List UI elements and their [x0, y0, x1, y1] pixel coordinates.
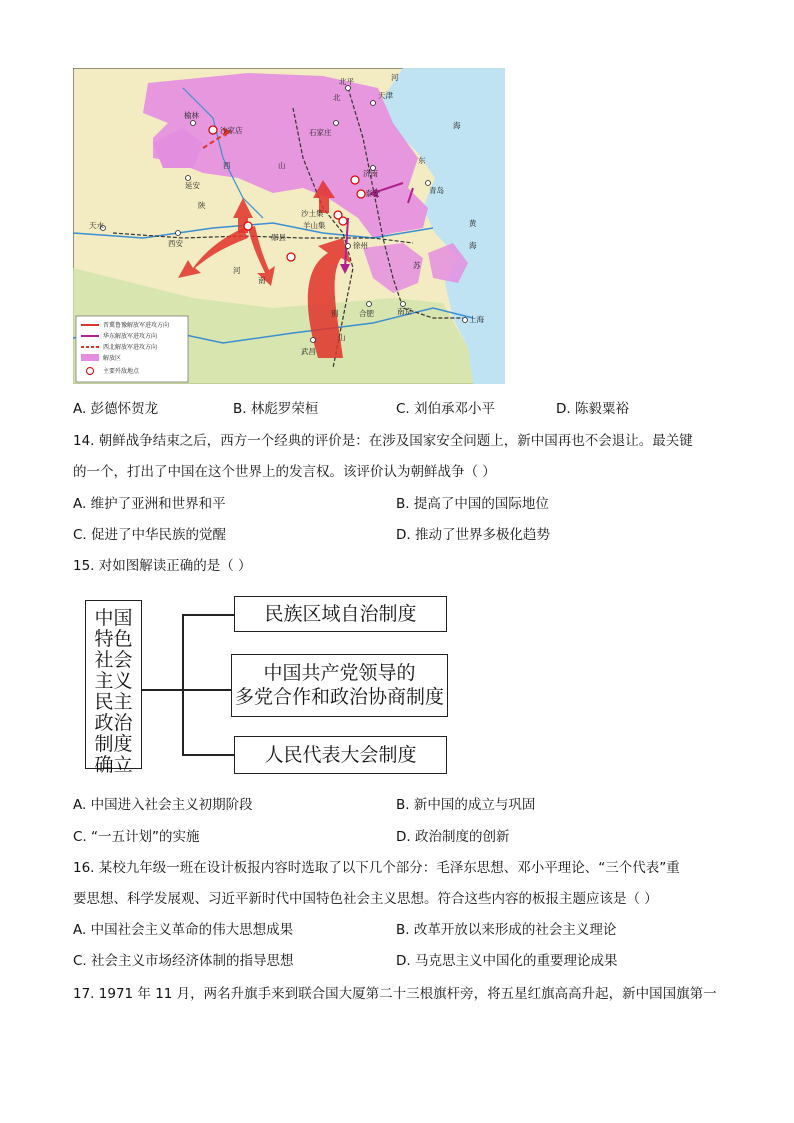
- legend-battle-site: 主要歼敌地点: [103, 368, 140, 375]
- q14-option-c[interactable]: C. 促进了中华民族的觉醒: [73, 527, 227, 543]
- label-hai: 海: [453, 121, 461, 130]
- legend-jinjiluyu: 晋冀鲁豫解放军进攻方向: [103, 322, 170, 329]
- q15-option-c[interactable]: C. “一五计划”的实施: [73, 829, 200, 845]
- diagram-box3-text: 人民代表大会制度: [264, 744, 417, 766]
- label-shatuji: 沙土集: [301, 209, 324, 218]
- diagram-left-text-row: 特色: [94, 628, 133, 650]
- diagram-left-text-row: 政治: [94, 712, 133, 734]
- political-system-diagram: [85, 600, 145, 776]
- q17-stem-line1: 17. 1971 年 11 月，两名升旗手来到联合国大厦第二十三根旗杆旁，将五星红旗高高升起，新中国国旗第一: [73, 986, 717, 1002]
- label-qingdao: 青岛: [429, 186, 444, 195]
- diagram-left-text-row: 确立: [94, 754, 133, 776]
- label-shaan: 陕: [198, 201, 206, 210]
- q14-stem-line2: 的一个，打出了中国在这个世界上的发言权。该评价认为朝鲜战争（ ）: [73, 464, 496, 480]
- label-nanjing: 南京: [397, 307, 412, 316]
- diagram-connector-main: [142, 689, 183, 691]
- diagram-box-peoples-congress: [234, 736, 447, 774]
- label-shan2: 山: [278, 161, 286, 170]
- label-tianshui: 天水: [89, 221, 104, 230]
- label-beiping: 北平: [339, 77, 354, 86]
- label-yunxian: 郧县: [271, 233, 286, 242]
- label-hefei: 合肥: [359, 309, 374, 318]
- legend-huadong: 华东解放军进攻方向: [103, 333, 158, 340]
- label-tianjin: 天津: [378, 91, 393, 100]
- q16-option-c[interactable]: C. 社会主义市场经济体制的指导思想: [73, 953, 294, 969]
- q15-option-a[interactable]: A. 中国进入社会主义初期阶段: [73, 797, 253, 813]
- label-jinan: 济南: [363, 169, 378, 178]
- diagram-left-text-row: 主义: [94, 670, 133, 692]
- label-shijiazhuang: 石家庄: [309, 128, 332, 137]
- diagram-left-box: [85, 600, 142, 776]
- label-bei: 北: [333, 93, 341, 102]
- label-xian: 西安: [168, 239, 183, 248]
- q16-stem-line1: 16. 某校九年级一班在设计板报内容时选取了以下几个部分：毛泽东思想、邓小平理论、“三个代表”重: [73, 860, 680, 876]
- diagram-left-text-row: 中国: [94, 607, 133, 629]
- label-shanghai: 上海: [469, 315, 484, 324]
- legend-xibei: 西北解放军进攻方向: [103, 344, 158, 351]
- q16-option-d[interactable]: D. 马克思主义中国化的重要理论成果: [396, 953, 618, 969]
- label-bie: 别: [331, 309, 339, 318]
- diagram-connector-bottom: [182, 754, 235, 756]
- q15-option-b[interactable]: B. 新中国的成立与巩固: [396, 797, 536, 813]
- diagram-left-text-row: 民主: [94, 691, 133, 713]
- q14-option-a[interactable]: A. 维护了亚洲和世界和平: [73, 496, 226, 512]
- q16-option-b[interactable]: B. 改革开放以来形成的社会主义理论: [396, 922, 617, 938]
- liberation-war-map: [73, 68, 505, 384]
- q13-option-a[interactable]: A. 彭德怀贺龙: [73, 401, 159, 417]
- label-huang: 黄: [469, 219, 477, 228]
- label-he2: 河: [233, 266, 241, 275]
- q14-option-b[interactable]: B. 提高了中国的国际地位: [396, 496, 549, 512]
- diagram-connector-vertical: [182, 614, 184, 756]
- label-yangshanji: 羊山集: [303, 221, 326, 230]
- label-wuchang: 武昌: [301, 347, 316, 356]
- diagram-box1-text: 民族区域自治制度: [264, 603, 417, 625]
- diagram-left-text-row: 社会: [94, 649, 133, 671]
- q16-option-a[interactable]: A. 中国社会主义革命的伟大思想成果: [73, 922, 294, 938]
- diagram-left-text-row: 制度: [94, 733, 133, 755]
- label-su: 苏: [413, 261, 421, 270]
- label-he1: 河: [391, 73, 399, 82]
- label-taian: 泰安: [365, 189, 380, 198]
- label-dong: 东: [418, 156, 426, 165]
- label-xuzhou: 徐州: [353, 241, 368, 250]
- q13-option-d[interactable]: D. 陈毅粟裕: [556, 401, 629, 417]
- diagram-box2-line2: 多党合作和政治协商制度: [234, 686, 444, 708]
- label-hai2: 海: [469, 241, 477, 250]
- q15-stem: 15. 对如图解读正确的是（ ）: [73, 558, 252, 574]
- label-yulin: 榆林: [184, 111, 199, 120]
- label-yanan: 延安: [185, 181, 200, 190]
- label-nan: 南: [258, 276, 266, 285]
- q15-option-d[interactable]: D. 政治制度的创新: [396, 829, 510, 845]
- q14-stem-line1: 14. 朝鲜战争结束之后，西方一个经典的评价是：在涉及国家安全问题上，新中国再也不会退让。最关键: [73, 433, 693, 449]
- label-xi: 西: [223, 161, 231, 170]
- diagram-box-multiparty-cooperation: [231, 654, 448, 717]
- label-shajiadian: 沙家店: [220, 126, 243, 135]
- diagram-connector-top: [182, 614, 235, 616]
- map-legend: [76, 316, 188, 382]
- diagram-left-text: [86, 608, 141, 776]
- label-shan: 山: [338, 333, 346, 342]
- diagram-box-ethnic-autonomy: [234, 596, 447, 632]
- diagram-box2-line1: 中国共产党领导的: [263, 662, 416, 684]
- q16-stem-line2: 要思想、科学发展观、习近平新时代中国特色社会主义思想。符合这些内容的板报主题应该是（ ）: [73, 891, 658, 907]
- legend-liberated-area: 解放区: [103, 355, 122, 362]
- q13-option-c[interactable]: C. 刘伯承邓小平: [396, 401, 496, 417]
- q13-option-b[interactable]: B. 林彪罗荣桓: [233, 401, 319, 417]
- diagram-connector-middle: [182, 689, 232, 691]
- q14-option-d[interactable]: D. 推动了世界多极化趋势: [396, 527, 550, 543]
